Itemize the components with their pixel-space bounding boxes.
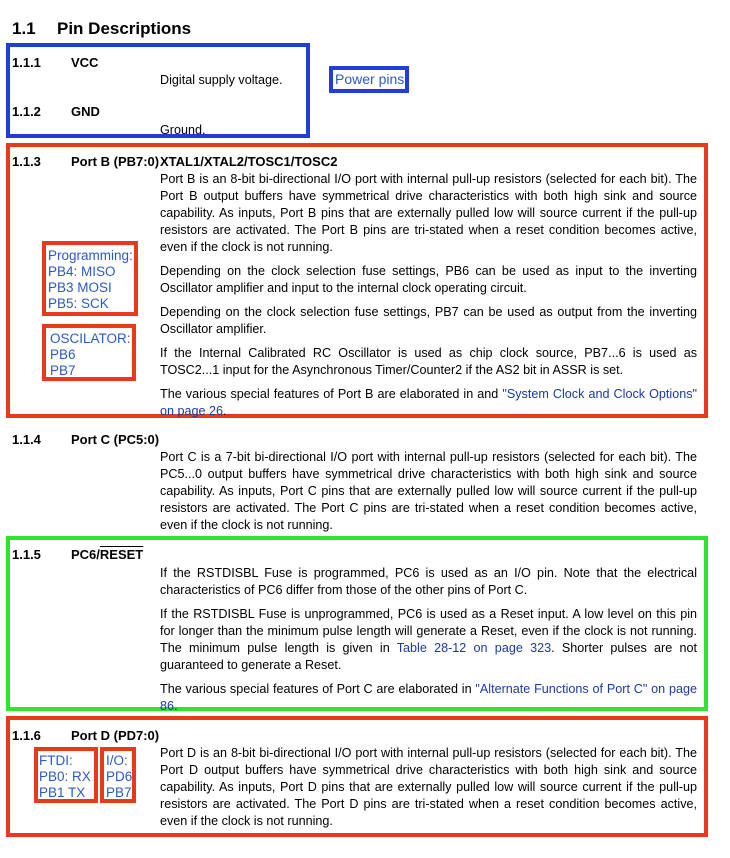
port-c-paragraph-1: Port C is a 7-bit bi-directional I/O port with internal pull-up resistors (selected for each bit). The PC5...0 output buffers have symmetrical drive characteristics with both high sink and source capability. As inputs, Port C pins that are externally pulled low will source current if the pull-up resistors are activated. The Port C pins are tri-stated when a reset condition becomes active, even if the clock is not running. bbox=[160, 450, 697, 532]
port-c-functions-link[interactable]: "Alternate Functions of Port C" on page 86 bbox=[160, 682, 697, 713]
pc6-p2-pre: If the RSTDISBL Fuse is unprogrammed, PC6 is used as a Reset input. A low level on this pin for longer than the minimum pulse length will generate a Reset, even if the clock is not running. The minimum pulse length is given in bbox=[160, 607, 697, 655]
port-b-title-extra: XTAL1/XTAL2/TOSC1/TOSC2 bbox=[160, 154, 338, 169]
gnd-title: GND bbox=[71, 104, 100, 119]
ftdi-line: PB0: RX bbox=[39, 769, 91, 784]
heading-number: 1.1 bbox=[12, 19, 36, 38]
pc6-paragraph-2 bbox=[160, 606, 697, 674]
programming-line: PB4: MISO bbox=[48, 264, 116, 279]
vcc-number: 1.1.1 bbox=[12, 55, 41, 70]
ftdi-annotation bbox=[39, 753, 91, 801]
pc6-p3-pre: The various special features of Port C are elaborated in bbox=[160, 682, 476, 696]
pc6-title-prefix: PC6/ bbox=[71, 547, 100, 562]
io-line: PB7 bbox=[106, 785, 132, 800]
ftdi-line: PB1 TX bbox=[39, 785, 86, 800]
port-b-paragraph-3: Depending on the clock selection fuse settings, PB7 can be used as output from the inverting Oscillator amplifier. bbox=[160, 305, 697, 336]
port-d-body bbox=[160, 745, 697, 837]
oscilator-annotation bbox=[50, 331, 131, 379]
pc6-title bbox=[71, 547, 143, 562]
pc6-p3-post: . bbox=[174, 699, 178, 713]
port-c-title: Port C (PC5:0) bbox=[71, 432, 160, 447]
oscilator-line: PB6 bbox=[50, 347, 76, 362]
io-annotation bbox=[106, 753, 132, 801]
port-d-number: 1.1.6 bbox=[12, 728, 41, 743]
port-b-p5-post: . bbox=[223, 404, 227, 418]
oscilator-line: OSCILATOR: bbox=[50, 331, 131, 346]
gnd-text: Ground. bbox=[160, 123, 206, 137]
port-b-number: 1.1.3 bbox=[12, 154, 41, 169]
pc6-body bbox=[160, 565, 697, 722]
pc6-number: 1.1.5 bbox=[12, 547, 41, 562]
table-28-12-link[interactable]: Table 28-12 on page 323 bbox=[396, 641, 552, 655]
vcc-title: VCC bbox=[71, 55, 99, 70]
power-pins-annotation: Power pins bbox=[335, 71, 405, 87]
page-title: Pin Descriptions bbox=[57, 19, 192, 38]
port-c-number: 1.1.4 bbox=[12, 432, 41, 447]
port-b-paragraph-4: If the Internal Calibrated RC Oscillator is used as chip clock source, PB7...6 is used as TOSC2...1 input for the Asynchronous Timer/Counter2 if the AS2 bit in ASSR is set. bbox=[160, 346, 697, 377]
port-c-body bbox=[160, 449, 697, 541]
gnd-number: 1.1.2 bbox=[12, 104, 41, 119]
programming-line: Programming: bbox=[48, 248, 133, 263]
port-b-title: Port B (PB7:0) bbox=[71, 154, 160, 169]
io-line: PD6 bbox=[106, 769, 133, 784]
programming-line: PB3 MOSI bbox=[48, 280, 112, 295]
programming-line: PB5: SCK bbox=[48, 296, 109, 311]
ftdi-line: FTDI: bbox=[39, 753, 73, 768]
pc6-paragraph-1: If the RSTDISBL Fuse is programmed, PC6 is used as an I/O pin. Note that the electrical characteristics of PC6 differ from those of the other pins of Port C. bbox=[160, 566, 697, 597]
port-d-paragraph-1: Port D is an 8-bit bi-directional I/O port with internal pull-up resistors (selected for each bit). The Port D output buffers have symmetrical drive characteristics with both high sink and source capability. As inputs, Port D pins that are externally pulled low will source current if the pull-up resistors are activated. The Port D pins are tri-stated when a reset condition becomes active, even if the clock is not running. bbox=[160, 746, 697, 828]
oscilator-line: PB7 bbox=[50, 363, 76, 378]
programming-annotation bbox=[48, 248, 133, 312]
pc6-p2-post: . Shorter pulses are not guaranteed to generate a Reset. bbox=[160, 641, 698, 672]
port-d-title: Port D (PD7:0) bbox=[71, 728, 160, 743]
reset-title: RESET bbox=[99, 547, 144, 562]
port-b-paragraph-1: Port B is an 8-bit bi-directional I/O port with internal pull-up resistors (selected for each bit). The Port B output buffers have symmetrical drive characteristics with both high sink and source capability. As inputs, Port B pins that are externally pulled low will source current if the pull-up resistors are activated. The Port B pins are tri-stated when a reset condition becomes active, even if the clock is not running. bbox=[160, 172, 697, 254]
vcc-text: Digital supply voltage. bbox=[160, 73, 283, 87]
port-b-paragraph-5 bbox=[160, 386, 697, 420]
port-b-body bbox=[160, 171, 697, 427]
pc6-paragraph-3 bbox=[160, 681, 697, 715]
port-b-paragraph-2: Depending on the clock selection fuse settings, PB6 can be used as input to the inverting Oscillator amplifier and input to the internal clock operating circuit. bbox=[160, 264, 697, 295]
io-line: I/O: bbox=[106, 753, 128, 768]
port-b-p5-pre: The various special features of Port B are elaborated in and bbox=[160, 387, 503, 401]
clock-options-link[interactable]: "System Clock and Clock Options" on page 26 bbox=[160, 387, 697, 418]
